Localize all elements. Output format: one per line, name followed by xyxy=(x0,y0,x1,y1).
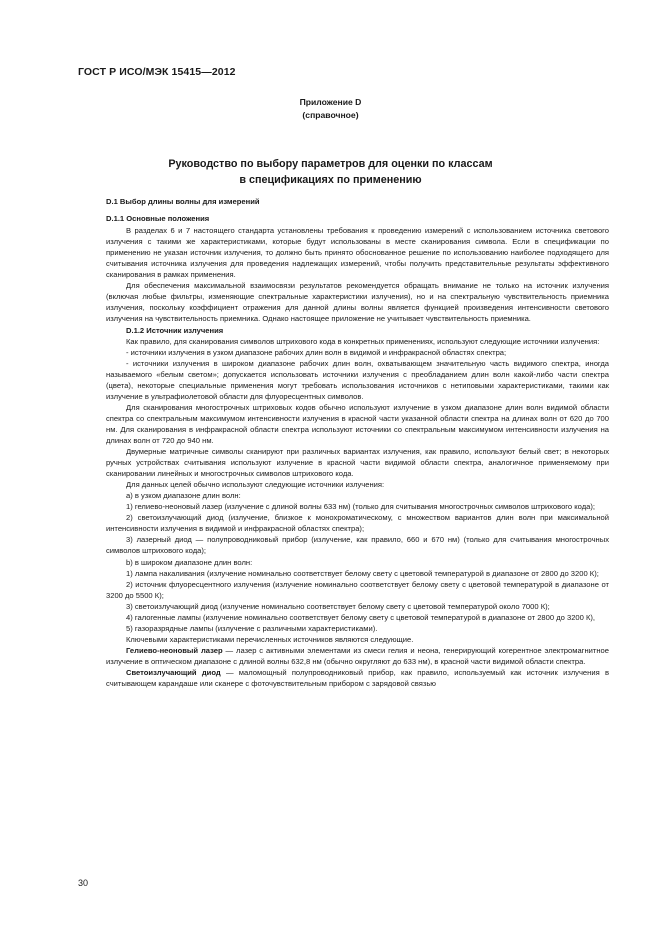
list-item: 3) лазерный диод — полупроводниковый прибор (излучение, как правило, 660 и 670 нм) (только для считывания многострочных символов штрихового кода); xyxy=(106,535,609,556)
list-item: a) в узком диапазоне длин волн: xyxy=(126,491,241,501)
list-item: 2) источник флуоресцентного излучения (излучение номинально соответствует белому свету с цветовой температурой в диапазоне от 3200 до 5500 К); xyxy=(106,579,609,600)
list-item: 1) лампа накаливания (излучение номинально соответствует белому свету с цветовой температурой в диапазоне от 2800 до 3200 К); xyxy=(126,568,599,578)
annex-title-line-2: в спецификациях по применению xyxy=(239,174,422,186)
document-body xyxy=(106,196,609,689)
paragraph: Для обеспечения максимальной взаимосвязи результатов рекомендуется обращать внимание не только на источник излучения (включая любые фильтры, изменяющие спектральные характеристики излучения), но и на спектральную чувствительность приемника излучения, поскольку коэффициент отражения для данной длины волны является функцией произведения интенсивности светового излучения на чувствительность приемника. Однако настоящее приложение не учитывает чувствительность приемника. xyxy=(106,281,609,324)
list-item: 2) светоизлучающий диод (излучение, близкое к монохроматическому, с множеством вариантов длин волн при максимальной интенсивности излучения в видимой и инфракрасной областях спектра); xyxy=(106,513,609,534)
annex-label: Приложение D xyxy=(299,97,362,107)
list-item: - источники излучения в узком диапазоне рабочих длин волн в видимой и инфракрасной областях спектра; xyxy=(126,347,507,357)
list-item: 4) галогенные лампы (излучение номинально соответствует белому свету с цветовой температурой в диапазоне от 2800 до 3200 К), xyxy=(126,612,596,622)
definition-paragraph xyxy=(106,645,609,667)
section-heading-d1: D.1 Выбор длины волны для измерений xyxy=(106,197,260,206)
term: Светоизлучающий диод xyxy=(126,667,221,677)
term: Гелиево-неоновый лазер xyxy=(126,645,223,655)
list-item: 3) светоизлучающий диод (излучение номинально соответствует белому свету с цветовой температурой около 7000 К); xyxy=(126,601,550,611)
list-item: 1) гелиево-неоновый лазер (излучение с длиной волны 633 нм) (только для считывания многострочных символов штрихового кода); xyxy=(126,502,595,512)
document-header: ГОСТ Р ИСО/МЭК 15415—2012 xyxy=(78,66,236,78)
paragraph: Для сканирования многострочных штриховых кодов обычно используют излучение в узком диапазоне длин волн видимой области спектра со спектральным максимумом интенсивности излучения в красной части указанной области спектра на длинах волн от 620 до 700 нм. Для сканирования в инфракрасной области спектра используют источники со спектральным максимумом интенсивности излучения на длинах волн от 720 до 940 нм. xyxy=(106,402,609,445)
paragraph: В разделах 6 и 7 настоящего стандарта установлены требования к проведению измерений с использованием источника светового излучения с такими же характеристиками, которые будут использованы в месте сканирования символа. Если в спецификации по применению не указан источник излучения, то должно быть принято обоснованное решение по использованию наиболее подходящего для считывания источника излучения для проведения надлежащих измерений, чтобы получить представительные результаты эффективного сканирования в рамках применения. xyxy=(106,226,609,280)
paragraph: Двумерные матричные символы сканируют при различных вариантах излучения, как правило, используют белый свет; в некоторых ручных устройствах считывания используют излучение в красной части видимой области спектра, аналогичное применяемому при сканировании линейных и многострочных символов штрихового кода. xyxy=(106,447,609,479)
paragraph: Как правило, для сканирования символов штрихового кода в конкретных применениях, используют следующие источники излучения: xyxy=(126,336,600,346)
annex-type: (справочное) xyxy=(302,110,359,120)
list-item: 5) газоразрядные лампы (излучение с различными характеристиками). xyxy=(126,623,378,633)
paragraph: Для данных целей обычно используют следующие источники излучения: xyxy=(126,480,385,490)
list-item: b) в широком диапазоне длин волн: xyxy=(126,557,253,567)
annex-title xyxy=(0,156,661,188)
page-number: 30 xyxy=(78,878,89,888)
definition-text: — лазер с активными элементами из смеси гелия и неона, генерирующий когерентное электромагнитное излучение в оптическом диапазоне с длиной волны 632,8 нм (обычно округляют до 633 нм), в красной части видимой области спектра. xyxy=(106,645,610,666)
definition-paragraph xyxy=(106,667,609,689)
definition-text: — маломощный полупроводниковый прибор, как правило, используемый как источник излучения в считывающем карандаше или сканере с фоточувствительным прибором с зарядовой связью xyxy=(106,667,609,689)
annex-title-line-1: Руководство по выбору параметров для оценки по классам xyxy=(168,158,493,170)
list-item: - источники излучения в широком диапазоне рабочих длин волн, охватывающем значительную часть видимого спектра, иногда называемого «белым светом»; допускается использовать источники излучения с преобладанием длин волн какой-либо части спектра (цвета), некоторые специальные применения могут требовать использования источников с нетиповыми характеристиками, такими как излучение в ультрафиолетовой области для флуоресцентных символов. xyxy=(106,358,609,401)
section-heading-d11: D.1.1 Основные положения xyxy=(106,214,210,224)
section-heading-d12: D.1.2 Источник излучения xyxy=(126,325,224,335)
paragraph: Ключевыми характеристиками перечисленных источников являются следующие. xyxy=(126,634,414,644)
